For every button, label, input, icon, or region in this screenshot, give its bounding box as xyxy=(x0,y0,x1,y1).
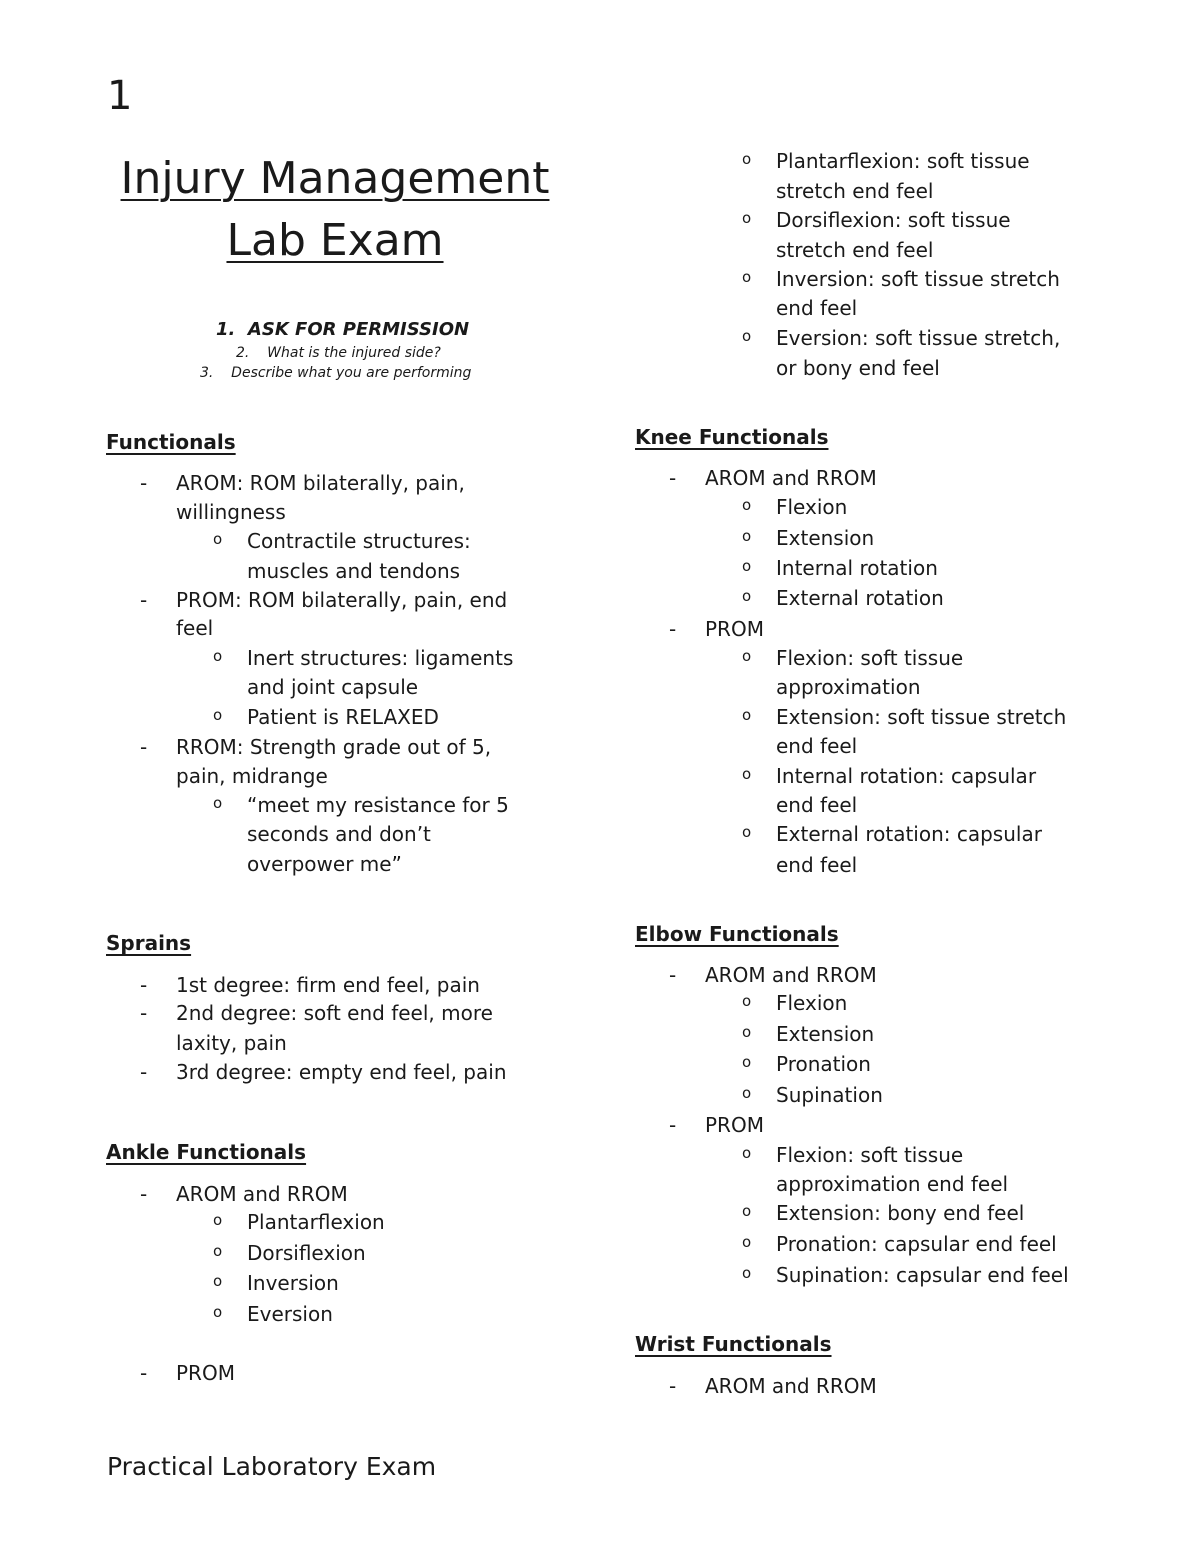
bullet-marker: o xyxy=(213,530,223,548)
bullet-marker: o xyxy=(742,527,752,545)
bullet-marker: o xyxy=(213,1272,223,1290)
bullet-marker: o xyxy=(213,1211,223,1229)
intro-step-1 xyxy=(216,319,469,340)
dash-marker: - xyxy=(140,735,148,759)
intro-step-3 xyxy=(200,365,471,381)
bullet-marker: o xyxy=(742,1202,752,1220)
dash-marker: - xyxy=(140,471,148,495)
list-item-continuation: feel xyxy=(176,616,214,640)
list-item-continuation: pain, midrange xyxy=(176,764,328,788)
sub-list-item-continuation: and joint capsule xyxy=(247,675,419,699)
sub-list-item-continuation: or bony end feel xyxy=(776,356,940,380)
bullet-marker: o xyxy=(742,496,752,514)
bullet-marker: o xyxy=(213,1303,223,1321)
sub-list-item-continuation: end feel xyxy=(776,853,858,877)
sub-list-item-continuation: seconds and don’t xyxy=(247,822,431,846)
bullet-marker: o xyxy=(742,992,752,1010)
bullet-marker: o xyxy=(213,794,223,812)
section-heading-knee: Knee Functionals xyxy=(635,425,829,449)
dash-marker: - xyxy=(140,1060,148,1084)
bullet-marker: o xyxy=(742,1084,752,1102)
section-heading-functionals: Functionals xyxy=(106,430,236,454)
bullet-marker: o xyxy=(742,823,752,841)
bullet-marker: o xyxy=(742,647,752,665)
sub-list-item-continuation: stretch end feel xyxy=(776,179,934,203)
bullet-marker: o xyxy=(742,1053,752,1071)
dash-marker: - xyxy=(669,617,677,641)
bullet-marker: o xyxy=(742,1264,752,1282)
bullet-marker: o xyxy=(213,647,223,665)
bullet-marker: o xyxy=(742,268,752,286)
dash-marker: - xyxy=(669,466,677,490)
bullet-marker: o xyxy=(742,587,752,605)
intro-step-text: ASK FOR PERMISSION xyxy=(247,319,470,340)
sub-list-item-continuation: overpower me” xyxy=(247,852,402,876)
intro-step-2 xyxy=(236,345,441,361)
page-footer: Practical Laboratory Exam xyxy=(107,1452,437,1481)
dash-marker: - xyxy=(140,1182,148,1206)
bullet-marker: o xyxy=(742,1023,752,1041)
sub-list-item-continuation: muscles and tendons xyxy=(247,559,461,583)
sub-list-item-continuation: end feel xyxy=(776,793,858,817)
dash-marker: - xyxy=(140,588,148,612)
intro-step-number: 1. xyxy=(216,319,236,340)
sub-list-item-continuation: end feel xyxy=(776,296,858,320)
section-heading-wrist: Wrist Functionals xyxy=(635,1332,832,1356)
section-heading-sprains: Sprains xyxy=(106,931,192,955)
dash-marker: - xyxy=(669,1374,677,1398)
list-item-continuation: laxity, pain xyxy=(176,1031,287,1055)
dash-marker: - xyxy=(140,1001,148,1025)
sub-list-item-continuation: approximation xyxy=(776,675,921,699)
intro-step-text: What is the injured side? xyxy=(267,345,441,361)
intro-step-number: 2. xyxy=(236,345,250,361)
intro-step-text: Describe what you are performing xyxy=(231,365,472,381)
dash-marker: - xyxy=(140,973,148,997)
bullet-marker: o xyxy=(742,1144,752,1162)
dash-marker: - xyxy=(140,1361,148,1385)
list-item-continuation: willingness xyxy=(176,500,286,524)
bullet-marker: o xyxy=(742,209,752,227)
intro-step-number: 3. xyxy=(200,365,214,381)
document-title-line2: Lab Exam xyxy=(226,215,444,266)
document-page: 1 Injury Management Lab Exam 1. ASK FOR PERMISSION 2. What is the injured side? 3. Describe what you are performing Functionals - AROM: ROM bilaterally, pain, willingness o Contractile structures: muscles and tendons - PROM: ROM bilaterally, pain, end feel o Inert structures: ligaments and joint capsule o Patient is RELAXED - RROM: Strength grade out of 5, pain, midrange o “meet my resistance for 5 seconds and don’t overpower me” Sprains - 1st degree: firm end feel, pain - 2nd degree: soft end feel, more laxity, pain - 3rd degree: empty end feel, pain Ankle Functionals - AROM and RROM o Plantarflexion o Dorsiflexion o Inversion o Eversion - PROM o Plantarflexion: soft tissue stretch end feel o Dorsiflexion: soft tissue stretch end feel o Inversion: soft tissue stretch end feel o Eversion: soft tissue stretch, or bony end feel Knee Functionals - AROM and RROM o Flexion o Extension o Internal rotation o External rotation - PROM o Flexion: soft tissue approximation o Extension: soft tissue stretch end feel o Internal rotation: capsular end feel o External rotation: capsular end feel Elbow Functionals - AROM and RROM o Flexion o Extension o Pronation o Supination - PROM o Flexion: soft tissue approximation end feel o Extension: bony end feel o Pronation: capsular end feel o Supination: capsular end feel Wrist Functionals - AROM and RROM Practical Laboratory Exam xyxy=(0,0,1200,1553)
sub-list-item-continuation: approximation end feel xyxy=(776,1172,1009,1196)
dash-marker: - xyxy=(669,963,677,987)
bullet-marker: o xyxy=(742,150,752,168)
dash-marker: - xyxy=(669,1113,677,1137)
document-title-line1: Injury Management xyxy=(120,153,550,204)
sub-list-item-continuation: stretch end feel xyxy=(776,238,934,262)
bullet-marker: o xyxy=(742,327,752,345)
bullet-marker: o xyxy=(742,1233,752,1251)
bullet-marker: o xyxy=(742,557,752,575)
bullet-marker: o xyxy=(742,706,752,724)
bullet-marker: o xyxy=(213,706,223,724)
section-heading-elbow: Elbow Functionals xyxy=(635,922,839,946)
bullet-marker: o xyxy=(213,1242,223,1260)
section-heading-ankle: Ankle Functionals xyxy=(106,1140,307,1164)
sub-list-item-continuation: end feel xyxy=(776,734,858,758)
bullet-marker: o xyxy=(742,765,752,783)
page-number: 1 xyxy=(107,73,133,119)
